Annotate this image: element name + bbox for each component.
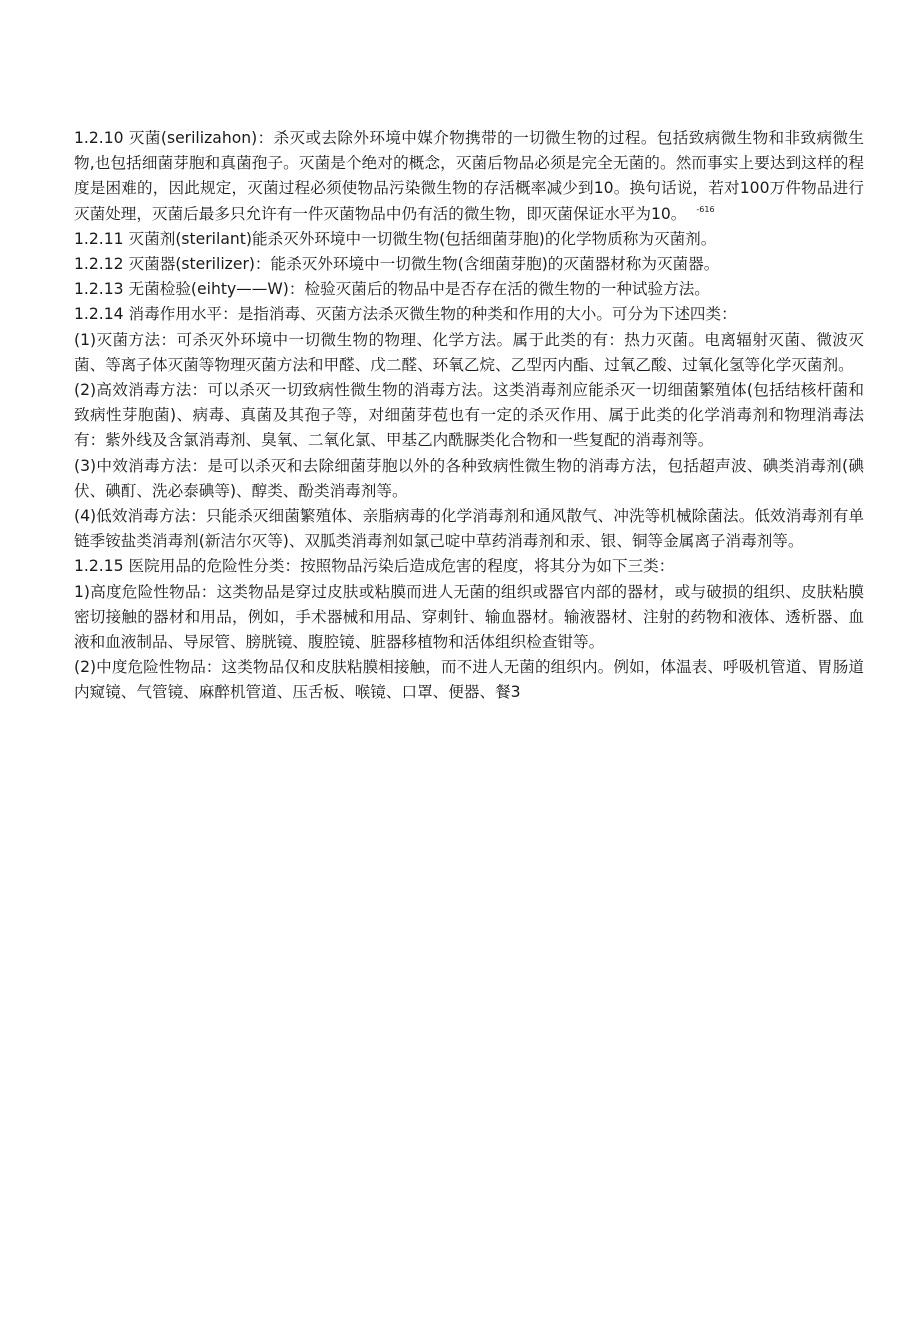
paragraph-1-2-15: 1.2.15 医院用品的危险性分类：按照物品污染后造成危害的程度，将其分为如下三类： xyxy=(74,557,675,576)
paragraph-1-2-13: 1.2.13 无菌检验(eihty——W)：检验灭菌后的物品中是否存在活的微生物的一种试验方法。 xyxy=(74,280,710,299)
superscript-note: -616 xyxy=(696,204,715,214)
paragraph-sterilization-methods: (1)灭菌方法：可杀灭外环境中一切微生物的物理、化学方法。属于此类的有：热力灭菌。电离辐射灭菌、微波灭菌、等离子体灭菌等物理灭菌方法和甲醛、戊二醛、环氧乙烷、乙型丙内酯、过氧乙酸、过氧化氢等化学灭菌剂。 xyxy=(74,330,864,374)
paragraph-1-2-10 xyxy=(74,126,864,227)
document-body xyxy=(74,126,864,706)
paragraph-medium-risk-items: (2)中度危险性物品：这类物品仅和皮肤粘膜相接触，而不进人无菌的组织内。例如，体温表、呼吸机管道、胃肠道内窥镜、气管镜、麻醉机管道、压舌板、喉镜、口罩、便器、餐3 xyxy=(74,658,864,702)
paragraph-high-risk-items: 1)高度危险性物品：这类物品是穿过皮肤或粘膜而进人无菌的组织或器官内部的器材，或与破损的组织、皮肤粘膜密切接触的器材和用品，例如，手术器械和用品、穿刺针、输血器材。输液器材、注射的药物和液体、透析器、血液和血液制品、导尿管、膀胱镜、腹腔镜、脏器移植物和活体组织检查钳等。 xyxy=(74,582,864,652)
paragraph-high-level-disinfection: (2)高效消毒方法：可以杀灭一切致病性微生物的消毒方法。这类消毒剂应能杀灭一切细菌繁殖体(包括结核杆菌和致病性芽胞菌)、病毒、真菌及其孢子等，对细菌芽苞也有一定的杀灭作用、属于此类的化学消毒剂和物理消毒法有：紫外线及含氯消毒剂、臭氧、二氧化氯、甲基乙内酰脲类化合物和一些复配的消毒剂等。 xyxy=(74,381,864,450)
paragraph-1-2-12: 1.2.12 灭菌器(sterilizer)：能杀灭外环境中一切微生物(含细菌芽胞)的灭菌器材称为灭菌器。 xyxy=(74,255,720,274)
paragraph-1-2-11: 1.2.11 灭菌剂(sterilant)能杀灭外环境中一切微生物(包括细菌芽胞)的化学物质称为灭菌剂。 xyxy=(74,229,717,248)
paragraph-intermediate-level-disinfection: (3)中效消毒方法：是可以杀灭和去除细菌芽胞以外的各种致病性微生物的消毒方法，包括超声波、碘类消毒剂(碘伏、碘酊、洗必泰碘等)、醇类、酚类消毒剂等。 xyxy=(74,456,864,500)
paragraph-1-2-14: 1.2.14 消毒作用水平：是指消毒、灭菌方法杀灭微生物的种类和作用的大小。可分为下述四类： xyxy=(74,305,737,324)
paragraph-text: 1.2.10 灭菌(serilizahon)：杀灭或去除外环境中媒介物携带的一切微生物的过程。包括致病微生物和非致病微生物,也包括细菌芽胞和真菌孢子。灭菌是个绝对的概念，灭菌后物品必须是完全无菌的。然而事实上要达到这样的程度是困难的，因此规定，灭菌过程必须使物品污染微生物的存活概率减少到10。换句话说，若对100万件物品进行灭菌处理，灭菌后最多只允许有一件灭菌物品中仍有活的微生物，即灭菌保证水平为10。 xyxy=(74,129,864,223)
paragraph-low-level-disinfection: (4)低效消毒方法：只能杀灭细菌繁殖体、亲脂病毒的化学消毒剂和通风散气、冲洗等机械除菌法。低效消毒剂有单链季铵盐类消毒剂(新洁尔灭等)、双胍类消毒剂如氯己啶中草药消毒剂和汞、银、铜等金属离子消毒剂等。 xyxy=(74,507,864,551)
